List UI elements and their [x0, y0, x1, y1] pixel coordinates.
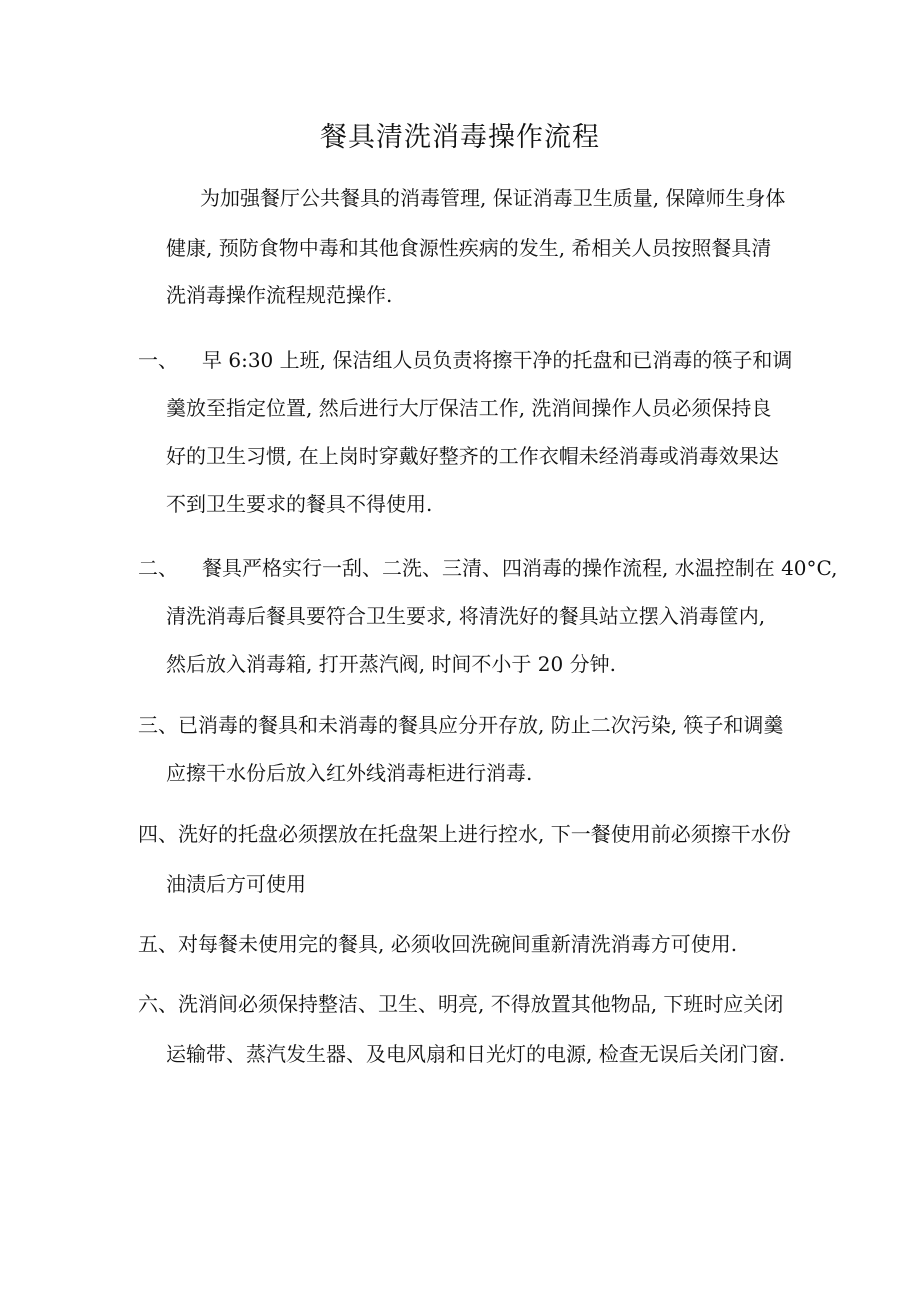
- item-6-line-2: 运输带、蒸汽发生器、及电风扇和日光灯的电源, 检查无误后关闭门窗.: [166, 1042, 786, 1066]
- item-2-line-1: 餐具严格实行一刮、二洗、三清、四消毒的操作流程, 水温控制在 40°C,: [202, 556, 838, 580]
- intro-line-3: 洗消毒操作流程规范操作.: [166, 283, 393, 307]
- item-number-1: 一、: [138, 348, 178, 372]
- item-6-line-1: 洗消间必须保持整洁、卫生、明亮, 不得放置其他物品, 下班时应关闭: [178, 992, 784, 1016]
- item-1-line-2: 羹放至指定位置, 然后进行大厅保洁工作, 洗消间操作人员必须保持良: [166, 396, 772, 420]
- item-2-line-2: 清洗消毒后餐具要符合卫生要求, 将清洗好的餐具站立摆入消毒筐内,: [166, 604, 766, 628]
- intro-line-2: 健康, 预防食物中毒和其他食源性疾病的发生, 希相关人员按照餐具清: [166, 236, 772, 260]
- item-number-2: 二、: [138, 556, 178, 580]
- item-5-line-1: 对每餐未使用完的餐具, 必须收回洗碗间重新清洗消毒方可使用.: [178, 932, 738, 956]
- item-number-3: 三、: [138, 713, 178, 737]
- item-4-line-1: 洗好的托盘必须摆放在托盘架上进行控水, 下一餐使用前必须擦干水份: [178, 822, 791, 846]
- document-title: 餐具清洗消毒操作流程: [320, 122, 600, 153]
- item-1-line-3: 好的卫生习惯, 在上岗时穿戴好整齐的工作衣帽未经消毒或消毒效果达: [166, 444, 779, 468]
- item-3-line-1: 已消毒的餐具和未消毒的餐具应分开存放, 防止二次污染, 筷子和调羹: [178, 713, 784, 737]
- item-number-5: 五、: [138, 932, 178, 956]
- item-2-line-3: 然后放入消毒箱, 打开蒸汽阀, 时间不小于 20 分钟.: [166, 652, 616, 676]
- item-1-line-4: 不到卫生要求的餐具不得使用.: [166, 492, 433, 516]
- item-4-line-2: 油渍后方可使用: [166, 872, 306, 896]
- item-3-line-2: 应擦干水份后放入红外线消毒柜进行消毒.: [166, 761, 533, 785]
- item-number-6: 六、: [138, 992, 178, 1016]
- item-1-line-1: 早 6:30 上班, 保洁组人员负责将擦干净的托盘和已消毒的筷子和调: [202, 348, 793, 372]
- item-number-4: 四、: [138, 822, 178, 846]
- intro-line-1: 为加强餐厅公共餐具的消毒管理, 保证消毒卫生质量, 保障师生身体: [200, 186, 786, 210]
